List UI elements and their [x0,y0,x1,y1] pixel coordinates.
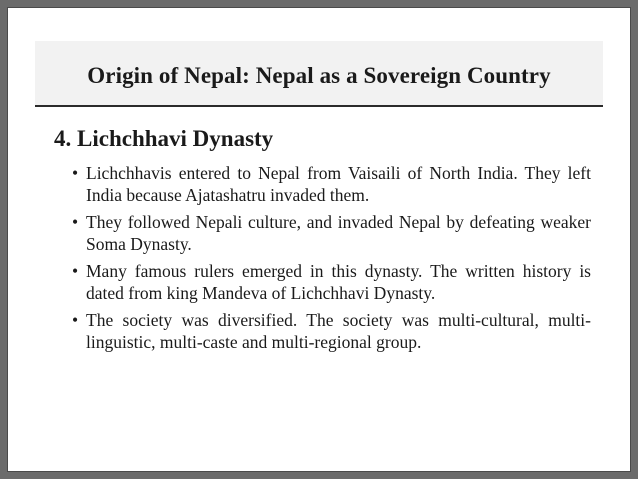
bullet-list [72,162,591,358]
bullet-text: The society was diversified. The society was multi-cultural, multi-linguistic, multi-caste and multi-regional group. [86,310,591,352]
bullet-dot-icon: • [72,310,79,330]
bullet-item [72,162,591,206]
bullet-dot-icon: • [72,212,79,232]
slide-title: Origin of Nepal: Nepal as a Sovereign Country [87,63,551,88]
section-heading: 4. Lichchhavi Dynasty [54,126,274,151]
bullet-dot-icon: • [72,163,79,183]
bullet-item [72,211,591,255]
bullet-text: They followed Nepali culture, and invaded Nepal by defeating weaker Soma Dynasty. [86,212,591,254]
bullet-dot-icon: • [72,261,79,281]
slide [7,7,631,472]
bullet-item [72,309,591,353]
bullet-item [72,260,591,304]
bullet-text: Lichchhavis entered to Nepal from Vaisaili of North India. They left India because Ajatashatru invaded them. [86,163,591,205]
title-band [35,41,603,107]
bullet-text: Many famous rulers emerged in this dynasty. The written history is dated from king Mandeva of Lichchhavi Dynasty. [86,261,591,303]
